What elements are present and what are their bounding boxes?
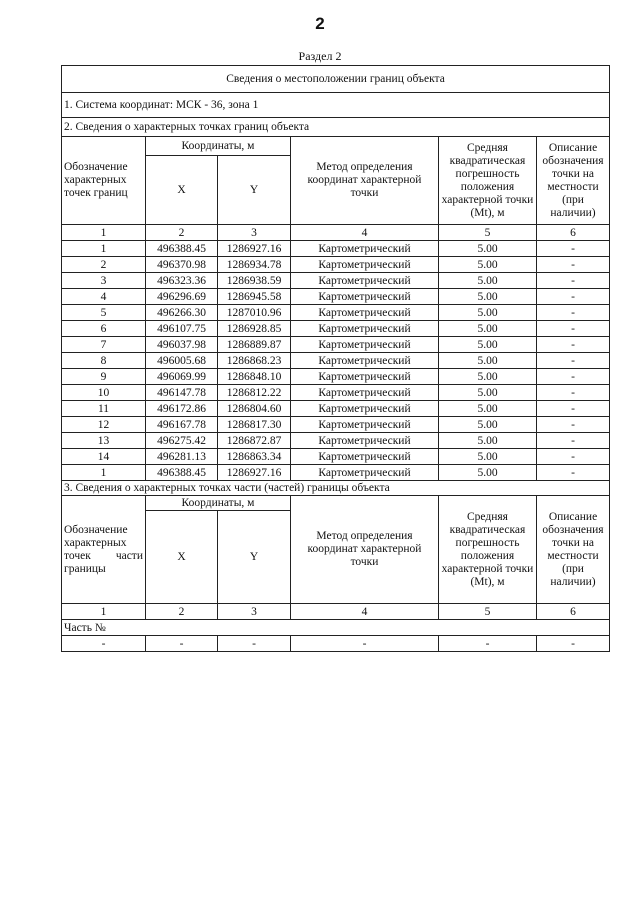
point-x: 496388.45 — [146, 465, 218, 481]
point-y: 1286945.58 — [218, 289, 291, 305]
column-number: 5 — [439, 604, 537, 620]
table-row — [62, 385, 610, 401]
point-description: - — [537, 273, 610, 289]
point-y: 1286872.87 — [218, 433, 291, 449]
parts-header-designation: Обозначение характерных точек части границы — [62, 496, 146, 604]
table-row — [62, 449, 610, 465]
empty-cell: - — [439, 636, 537, 652]
point-x: 496388.45 — [146, 241, 218, 257]
page-number: 2 — [315, 14, 325, 33]
point-y: 1286938.59 — [218, 273, 291, 289]
point-x: 496275.42 — [146, 433, 218, 449]
point-x: 496069.99 — [146, 369, 218, 385]
point-x: 496005.68 — [146, 353, 218, 369]
section-label: Раздел 2 — [298, 49, 342, 63]
point-id: 10 — [62, 385, 146, 401]
point-x: 496323.36 — [146, 273, 218, 289]
point-description: - — [537, 289, 610, 305]
point-id: 3 — [62, 273, 146, 289]
point-description: - — [537, 369, 610, 385]
point-y: 1286928.85 — [218, 321, 291, 337]
point-id: 4 — [62, 289, 146, 305]
column-number: 6 — [537, 604, 610, 620]
point-y: 1286927.16 — [218, 465, 291, 481]
point-description: - — [537, 241, 610, 257]
point-error: 5.00 — [439, 305, 537, 321]
point-method: Картометрический — [291, 369, 439, 385]
parts-column-numbers-row — [62, 604, 610, 620]
column-number: 4 — [291, 604, 439, 620]
header-x: X — [146, 156, 218, 225]
column-number: 2 — [146, 225, 218, 241]
point-error: 5.00 — [439, 417, 537, 433]
point-error: 5.00 — [439, 401, 537, 417]
point-description: - — [537, 257, 610, 273]
table-title: Сведения о местоположении границ объекта — [62, 66, 610, 93]
point-method: Картометрический — [291, 449, 439, 465]
point-x: 496266.30 — [146, 305, 218, 321]
point-id: 11 — [62, 401, 146, 417]
point-method: Картометрический — [291, 465, 439, 481]
point-error: 5.00 — [439, 289, 537, 305]
point-y: 1287010.96 — [218, 305, 291, 321]
point-error: 5.00 — [439, 465, 537, 481]
point-error: 5.00 — [439, 337, 537, 353]
table-row — [62, 305, 610, 321]
table-row — [62, 273, 610, 289]
table-row — [62, 465, 610, 481]
table-row — [62, 417, 610, 433]
column-number: 6 — [537, 225, 610, 241]
header-y: Y — [218, 156, 291, 225]
point-method: Картометрический — [291, 257, 439, 273]
point-description: - — [537, 465, 610, 481]
point-id: 13 — [62, 433, 146, 449]
column-number: 3 — [218, 225, 291, 241]
point-method: Картометрический — [291, 241, 439, 257]
point-description: - — [537, 353, 610, 369]
point-method: Картометрический — [291, 289, 439, 305]
point-x: 496172.86 — [146, 401, 218, 417]
point-method: Картометрический — [291, 433, 439, 449]
point-id: 5 — [62, 305, 146, 321]
point-error: 5.00 — [439, 353, 537, 369]
column-number: 3 — [218, 604, 291, 620]
point-error: 5.00 — [439, 273, 537, 289]
point-x: 496167.78 — [146, 417, 218, 433]
column-number: 4 — [291, 225, 439, 241]
point-x: 496281.13 — [146, 449, 218, 465]
point-y: 1286812.22 — [218, 385, 291, 401]
table-row — [62, 433, 610, 449]
point-x: 496370.98 — [146, 257, 218, 273]
point-method: Картометрический — [291, 337, 439, 353]
table-row — [62, 337, 610, 353]
parts-header-description: Описание обозначения точки на местности (при наличии) — [537, 496, 610, 604]
point-id: 9 — [62, 369, 146, 385]
point-description: - — [537, 385, 610, 401]
point-error: 5.00 — [439, 433, 537, 449]
point-y: 1286927.16 — [218, 241, 291, 257]
column-number: 1 — [62, 604, 146, 620]
point-error: 5.00 — [439, 321, 537, 337]
point-description: - — [537, 305, 610, 321]
point-id: 12 — [62, 417, 146, 433]
point-x: 496107.75 — [146, 321, 218, 337]
column-number: 1 — [62, 225, 146, 241]
parts-header-x: X — [146, 511, 218, 604]
point-x: 496296.69 — [146, 289, 218, 305]
point-id: 14 — [62, 449, 146, 465]
point-y: 1286863.34 — [218, 449, 291, 465]
column-number: 2 — [146, 604, 218, 620]
point-y: 1286889.87 — [218, 337, 291, 353]
header-description: Описание обозначения точки на местности (при наличии) — [537, 137, 610, 225]
point-id: 8 — [62, 353, 146, 369]
point-method: Картометрический — [291, 305, 439, 321]
header-coordinates: Координаты, м — [146, 137, 291, 156]
point-description: - — [537, 321, 610, 337]
point-id: 7 — [62, 337, 146, 353]
point-method: Картометрический — [291, 385, 439, 401]
header-error: Средняя квадратическая погрешность положения характерной точки (Mt), м — [439, 137, 537, 225]
point-error: 5.00 — [439, 449, 537, 465]
table-row — [62, 401, 610, 417]
empty-cell: - — [291, 636, 439, 652]
table-row — [62, 321, 610, 337]
parts-header-error: Средняя квадратическая погрешность положения характерной точки (Mt), м — [439, 496, 537, 604]
point-id: 1 — [62, 241, 146, 257]
parts-heading: 3. Сведения о характерных точках части (частей) границы объекта — [62, 481, 610, 496]
part-empty-row — [62, 636, 610, 652]
point-error: 5.00 — [439, 241, 537, 257]
parts-header-y: Y — [218, 511, 291, 604]
boundary-table — [61, 65, 610, 652]
empty-cell: - — [62, 636, 146, 652]
point-error: 5.00 — [439, 257, 537, 273]
point-error: 5.00 — [439, 369, 537, 385]
point-description: - — [537, 449, 610, 465]
point-method: Картометрический — [291, 273, 439, 289]
point-description: - — [537, 401, 610, 417]
point-description: - — [537, 433, 610, 449]
point-id: 6 — [62, 321, 146, 337]
point-error: 5.00 — [439, 385, 537, 401]
point-description: - — [537, 417, 610, 433]
header-designation: Обозначение характерных точек границ — [62, 137, 146, 225]
point-y: 1286817.30 — [218, 417, 291, 433]
point-method: Картометрический — [291, 417, 439, 433]
table-row — [62, 369, 610, 385]
point-method: Картометрический — [291, 353, 439, 369]
part-label: Часть № — [62, 620, 610, 636]
point-y: 1286868.23 — [218, 353, 291, 369]
point-method: Картометрический — [291, 401, 439, 417]
header-method: Метод определения координат характерной точки — [291, 137, 439, 225]
empty-cell: - — [218, 636, 291, 652]
parts-header-coordinates: Координаты, м — [146, 496, 291, 511]
table-row — [62, 353, 610, 369]
point-y: 1286848.10 — [218, 369, 291, 385]
point-method: Картометрический — [291, 321, 439, 337]
point-y: 1286934.78 — [218, 257, 291, 273]
point-x: 496147.78 — [146, 385, 218, 401]
table-row — [62, 289, 610, 305]
empty-cell: - — [537, 636, 610, 652]
point-id: 1 — [62, 465, 146, 481]
points-heading: 2. Сведения о характерных точках границ объекта — [62, 118, 610, 137]
table-row — [62, 241, 610, 257]
empty-cell: - — [146, 636, 218, 652]
point-y: 1286804.60 — [218, 401, 291, 417]
table-row — [62, 257, 610, 273]
column-number: 5 — [439, 225, 537, 241]
point-id: 2 — [62, 257, 146, 273]
parts-header-method: Метод определения координат характерной точки — [291, 496, 439, 604]
point-x: 496037.98 — [146, 337, 218, 353]
coord-system: 1. Система координат: МСК - 36, зона 1 — [62, 93, 610, 118]
column-numbers-row — [62, 225, 610, 241]
point-description: - — [537, 337, 610, 353]
